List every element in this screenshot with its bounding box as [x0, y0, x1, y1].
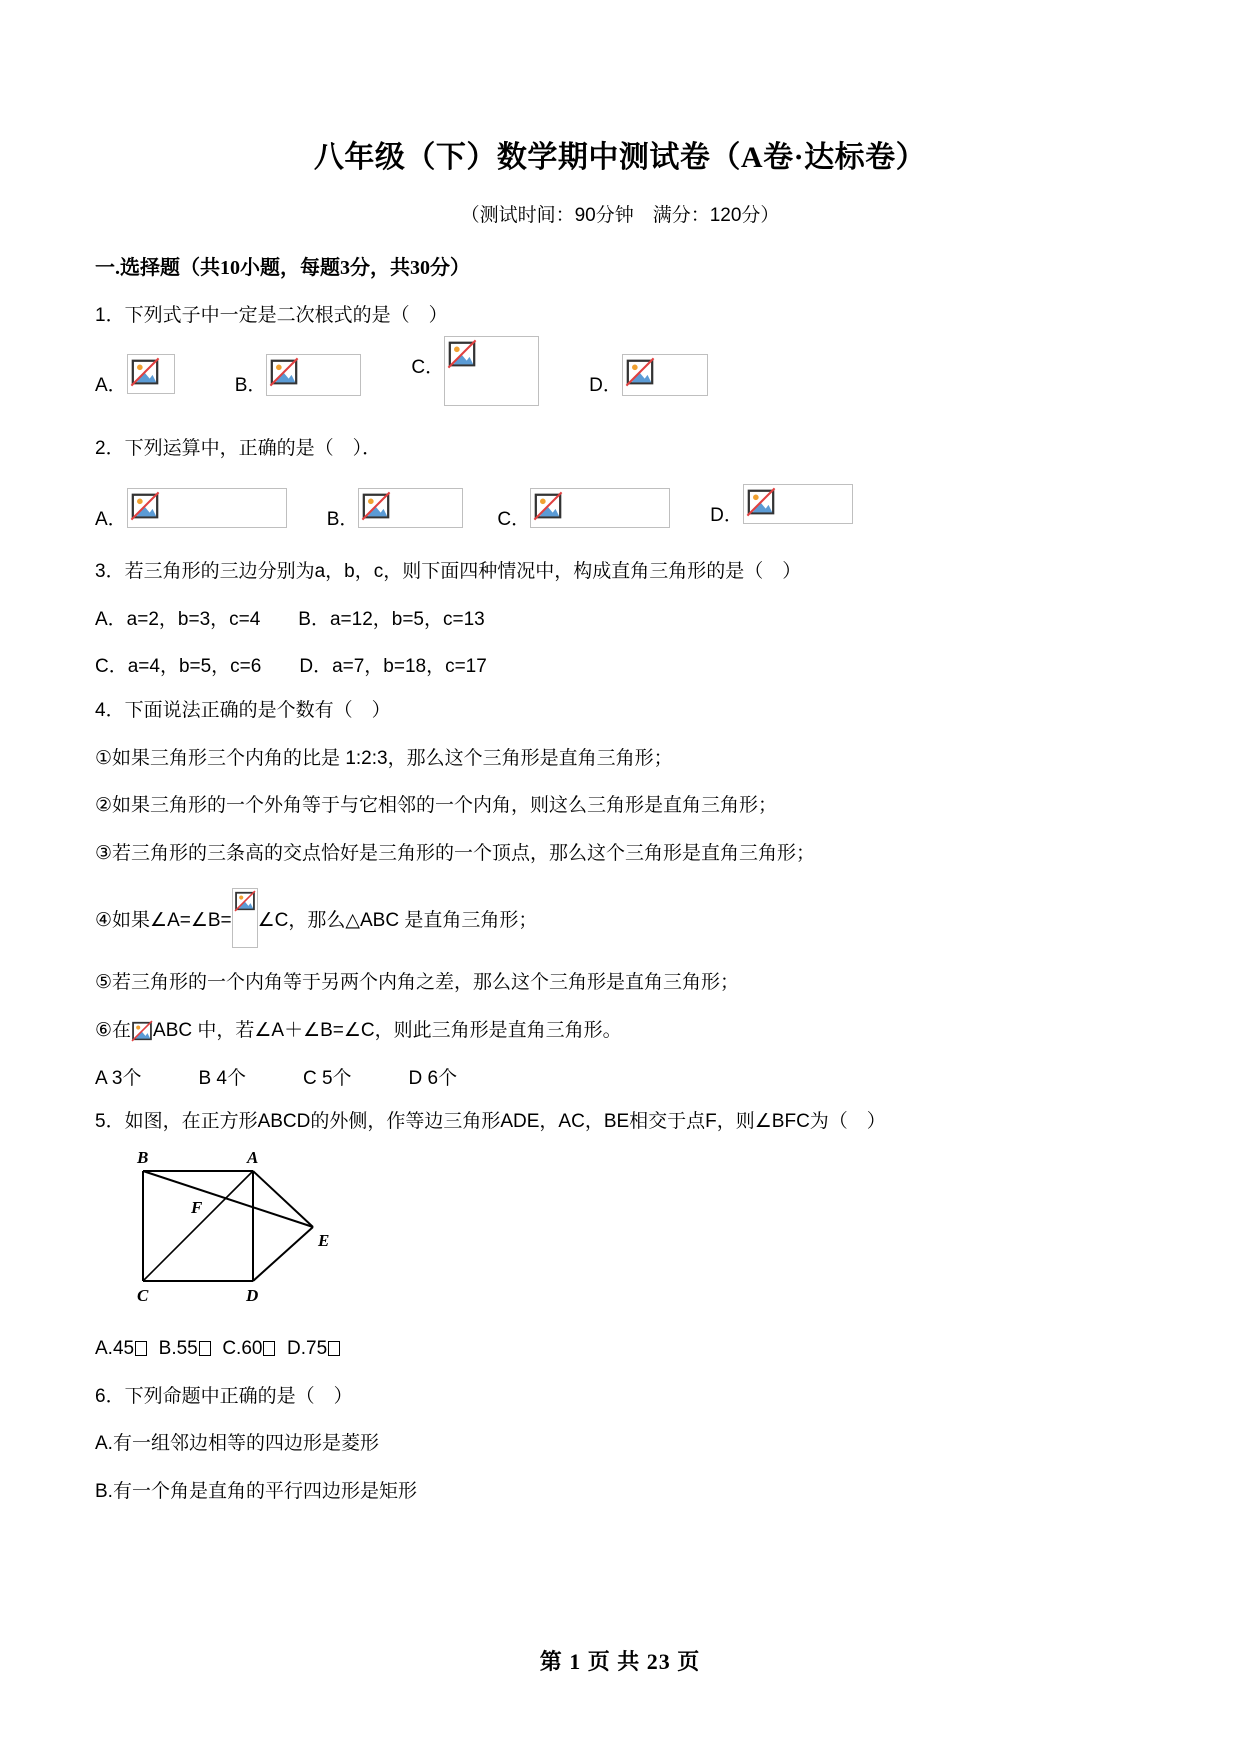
question-6-option-b: B.有一个角是直角的平行四边形是矩形 [95, 1480, 417, 1502]
question-2-options [95, 462, 1145, 529]
question-5-figure [95, 1135, 1145, 1314]
figure-label-a: A [247, 1149, 259, 1168]
broken-image-placeholder[interactable] [266, 354, 361, 396]
broken-image-icon [269, 357, 299, 387]
degree-tofu-glyph [199, 1341, 211, 1356]
figure-label-e: E [318, 1231, 330, 1251]
answer-b: B.55 [158, 1338, 198, 1360]
broken-image-placeholder[interactable] [131, 1020, 153, 1042]
section-heading: 一.选择题（共10小题，每题3分，共30分） [95, 256, 470, 279]
broken-image-placeholder[interactable] [622, 354, 708, 396]
question-3-stem: 3．若三角形的三边分别为a，b，c，则下面四种情况中，构成直角三角形的是（ ） [95, 560, 802, 582]
figure-label-d: D [246, 1286, 259, 1306]
broken-image-icon [746, 487, 776, 517]
exam-subtitle: （测试时间：90分钟 满分：120分） [460, 205, 780, 226]
statement-6-text-before: ⑥在 [95, 1020, 132, 1042]
answer-d: D.75 [287, 1338, 328, 1360]
question-4-answers: A 3个 B 4个 C 5个 D 6个 [95, 1067, 458, 1089]
question-4-statement-6 [95, 996, 1145, 1044]
answer-a: A.45 [95, 1338, 135, 1360]
broken-image-icon [234, 890, 256, 912]
question-4-stem: 4．下面说法正确的是个数有（ ） [95, 699, 391, 721]
broken-image-icon [361, 491, 391, 521]
question-3-options-ab: A．a=2，b=3，c=4 B．a=12，b=5，c=13 [95, 608, 485, 630]
broken-image-placeholder[interactable] [530, 488, 670, 528]
option-label-b: B． [234, 375, 267, 397]
option-label-d: D． [589, 375, 622, 397]
question-4-statement-3: ③若三角形的三条高的交点恰好是三角形的一个顶点，那么这个三角形是直角三角形； [95, 842, 816, 864]
question-3-options-cd: C．a=4，b=5，c=6 D．a=7，b=18，c=17 [95, 656, 487, 678]
option-label-d: D． [710, 504, 743, 526]
broken-image-icon [131, 1020, 153, 1042]
degree-tofu-glyph [263, 1341, 275, 1356]
option-label-a: A． [95, 508, 127, 530]
broken-image-placeholder[interactable] [127, 354, 175, 394]
question-6-stem: 6．下列命题中正确的是（ ） [95, 1385, 353, 1407]
figure-label-b: B [137, 1149, 149, 1168]
broken-image-icon [447, 339, 477, 369]
question-2-stem: 2．下列运算中，正确的是（ ）． [95, 438, 382, 460]
question-4-statement-4 [95, 866, 1145, 948]
figure-label-c: C [137, 1286, 149, 1306]
question-5-stem: 5．如图，在正方形ABCD的外侧，作等边三角形ADE，AC，BE相交于点F，则∠BFC为（ ） [95, 1111, 886, 1133]
broken-image-placeholder[interactable] [444, 336, 539, 406]
question-1-options [95, 328, 1145, 406]
broken-image-icon [130, 491, 160, 521]
square-abcd-triangle-ade-diagram [113, 1149, 353, 1309]
statement-6-text-after: ABC 中，若∠A＋∠B=∠C，则此三角形是直角三角形。 [153, 1020, 622, 1042]
degree-tofu-glyph [328, 1341, 340, 1356]
question-4-statement-5: ⑤若三角形的一个内角等于另两个内角之差，那么这个三角形是直角三角形； [95, 972, 740, 994]
broken-image-placeholder[interactable] [232, 888, 258, 948]
statement-4-text-after: ∠C，那么△ABC 是直角三角形； [257, 910, 538, 932]
option-label-a: A． [95, 375, 127, 397]
broken-image-icon [130, 357, 160, 387]
broken-image-icon [533, 491, 563, 521]
broken-image-placeholder[interactable] [358, 488, 463, 528]
figure-label-f: F [191, 1198, 203, 1218]
degree-tofu-glyph [135, 1341, 147, 1356]
page-footer: 第 1 页 共 23 页 [539, 1649, 701, 1674]
question-5-answers [95, 1314, 1145, 1362]
question-4-statement-1: ①如果三角形三个内角的比是 1:2:3，那么这个三角形是直角三角形； [95, 747, 673, 769]
question-6-option-a: A.有一组邻边相等的四边形是菱形 [95, 1433, 379, 1455]
question-1-stem: 1．下列式子中一定是二次根式的是（ ） [95, 304, 448, 326]
option-label-b: B． [326, 508, 359, 530]
broken-image-placeholder[interactable] [743, 484, 853, 524]
broken-image-placeholder[interactable] [127, 488, 287, 528]
statement-4-text-before: ④如果∠A=∠B= [95, 910, 232, 932]
option-label-c: C． [411, 357, 445, 379]
question-4-statement-2: ②如果三角形的一个外角等于与它相邻的一个内角，则这么三角形是直角三角形； [95, 795, 778, 817]
page-title: 八年级（下）数学期中测试卷（A卷·达标卷） [313, 141, 927, 174]
option-label-c: C． [497, 508, 531, 530]
broken-image-icon [625, 357, 655, 387]
answer-c: C.60 [222, 1338, 263, 1360]
